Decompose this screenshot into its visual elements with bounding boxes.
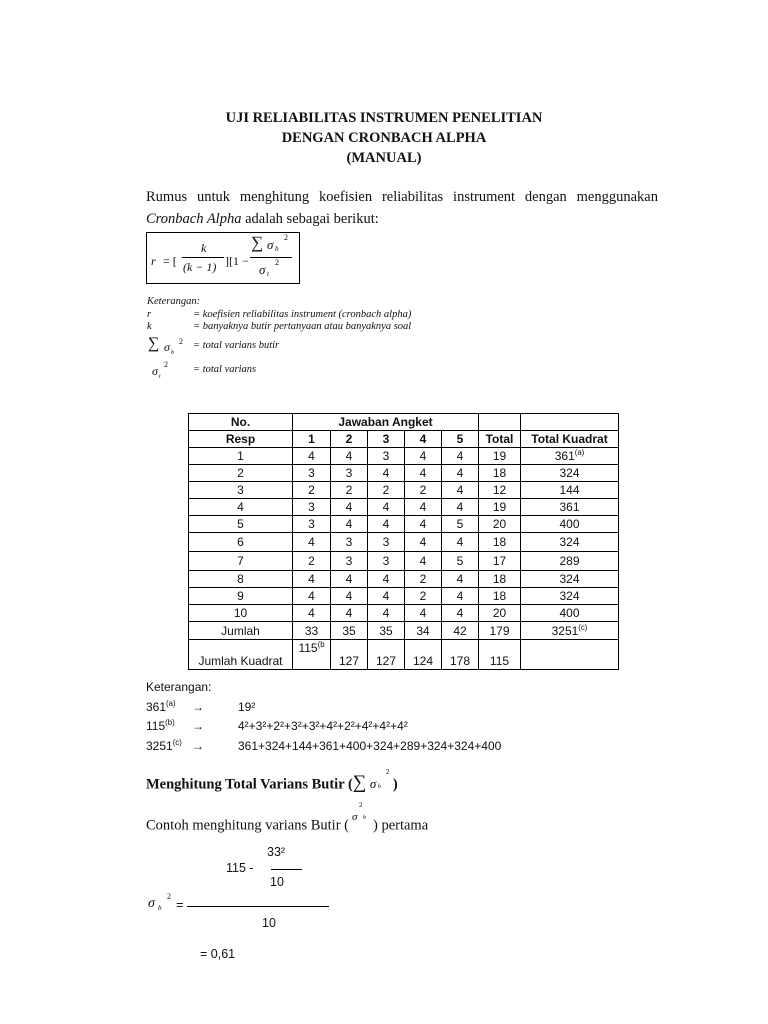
calc-num-sq: 33² xyxy=(267,845,286,859)
header-col: 4 xyxy=(405,431,442,448)
answer-cell: 3 xyxy=(331,465,368,482)
calc-num-den: 10 xyxy=(270,875,284,889)
table-row xyxy=(189,482,619,499)
answer-cell: 3 xyxy=(368,533,405,552)
calc-num-prefix: 115 - xyxy=(226,861,254,875)
answer-cell: 2 xyxy=(405,571,442,588)
total-cell: 19 xyxy=(479,499,521,516)
example-symbol: σ b 2 xyxy=(351,801,366,823)
answer-cell: 4 xyxy=(293,571,331,588)
intro-paragraph xyxy=(146,186,658,230)
arrow-icon: → xyxy=(192,699,204,714)
jumlah-cell: 34 xyxy=(405,622,442,640)
answer-cell: 2 xyxy=(405,588,442,605)
answer-cell: 2 xyxy=(293,482,331,499)
total-cell: 19 xyxy=(479,448,521,465)
resp-cell: 3 xyxy=(189,482,293,499)
answer-cell: 3 xyxy=(368,448,405,465)
answer-cell: 4 xyxy=(293,533,331,552)
document-title xyxy=(0,108,768,168)
header-blank xyxy=(479,414,521,431)
kuadrat-cell: 400 xyxy=(521,605,619,622)
header-col: 3 xyxy=(368,431,405,448)
notes-title: Keterangan: xyxy=(146,680,212,694)
kuadrat-cell: 324 xyxy=(521,571,619,588)
answer-cell: 4 xyxy=(331,605,368,622)
arrow-icon: → xyxy=(192,738,204,753)
answer-cell: 4 xyxy=(293,448,331,465)
answer-cell: 4 xyxy=(442,499,479,516)
kuadrat-cell: 324 xyxy=(521,533,619,552)
answer-cell: 4 xyxy=(331,516,368,533)
kuadrat-cell: 400 xyxy=(521,516,619,533)
jk-cell: 127 xyxy=(368,640,405,670)
jumlah-cell: 35 xyxy=(368,622,405,640)
total-cell: 20 xyxy=(479,605,521,622)
table-row xyxy=(189,605,619,622)
intro-text-after: adalah sebagai berikut: xyxy=(245,211,379,227)
formula-sigma-b: σ xyxy=(267,237,274,252)
resp-cell: 7 xyxy=(189,552,293,571)
total-cell: 18 xyxy=(479,465,521,482)
formula-mid: ][1 − xyxy=(225,254,249,268)
answer-cell: 4 xyxy=(368,571,405,588)
legend-key: r xyxy=(147,308,152,320)
notes-expr: 19² xyxy=(238,699,256,714)
answer-cell: 3 xyxy=(368,552,405,571)
legend-desc: = banyaknya butir pertanyaan atau banyaknya soal xyxy=(193,321,412,332)
legend-row-r xyxy=(147,309,411,322)
answer-cell: 4 xyxy=(331,448,368,465)
jumlah-cell: 42 xyxy=(442,622,479,640)
header-resp: Resp xyxy=(189,431,293,448)
legend-row-sum xyxy=(147,334,411,356)
intro-text-before: Rumus untuk menghitung koefisien reliabilitas instrument dengan menggunakan xyxy=(146,189,658,205)
calc-result: = 0,61 xyxy=(200,947,236,961)
jk-total: 115 xyxy=(479,640,521,670)
answer-cell: 2 xyxy=(293,552,331,571)
answer-cell: 4 xyxy=(331,588,368,605)
answer-cell: 4 xyxy=(442,533,479,552)
title-line-1: UJI RELIABILITAS INSTRUMEN PENELITIAN xyxy=(225,110,543,126)
arrow-icon: → xyxy=(192,719,204,733)
answer-cell: 4 xyxy=(405,605,442,622)
answer-cell: 4 xyxy=(293,605,331,622)
header-col: 5 xyxy=(442,431,479,448)
jumlah-kuadrat-row xyxy=(189,640,619,670)
answer-cell: 4 xyxy=(331,499,368,516)
resp-cell: 8 xyxy=(189,571,293,588)
kuadrat-cell: 144 xyxy=(521,482,619,499)
legend-sum-symbol: ∑ σ b 2 xyxy=(148,334,183,356)
legend-total-symbol: σ t 2 xyxy=(152,359,168,380)
answer-cell: 3 xyxy=(331,533,368,552)
example-line: Contoh menghitung varians Butir ( σ b 2 ) pertama xyxy=(146,801,429,834)
answer-cell: 2 xyxy=(368,482,405,499)
answer-cell: 4 xyxy=(405,499,442,516)
answer-cell: 4 xyxy=(442,605,479,622)
formula-k-den: (k − 1) xyxy=(183,260,217,274)
table-row xyxy=(189,588,619,605)
calc-inner-line xyxy=(271,869,302,870)
table-row xyxy=(189,499,619,516)
formula-eq: = [ xyxy=(163,254,177,268)
table-row xyxy=(189,448,619,465)
formula-r: r xyxy=(151,254,156,268)
answer-cell: 3 xyxy=(293,516,331,533)
calc-main-line xyxy=(187,906,329,907)
calc-den: 10 xyxy=(262,916,276,930)
legend-total-desc: = total varians xyxy=(193,364,257,376)
header-no: No. xyxy=(189,414,293,431)
total-cell: 18 xyxy=(479,533,521,552)
answer-cell: 2 xyxy=(331,482,368,499)
table-header-row-1 xyxy=(189,414,619,431)
answer-cell: 4 xyxy=(405,516,442,533)
resp-cell: 1 xyxy=(189,448,293,465)
legend-desc: = koefisien reliabilitas instrument (cronbach alpha) xyxy=(193,308,412,320)
answer-cell: 4 xyxy=(368,465,405,482)
kuadrat-cell: 361$^{(a)}$ xyxy=(521,448,619,465)
answer-cell: 4 xyxy=(368,499,405,516)
header-col: 1 xyxy=(293,431,331,448)
calc-lhs: σ b 2 = xyxy=(148,892,184,912)
answer-cell: 3 xyxy=(331,552,368,571)
total-cell: 20 xyxy=(479,516,521,533)
answer-cell: 4 xyxy=(442,448,479,465)
answer-cell: 5 xyxy=(442,552,479,571)
notes-row: 3251$^{(c)}$ → 361+324+144+361+400+324+289+324+324+400 xyxy=(146,737,501,757)
formula-sq-b: 2 xyxy=(284,233,288,242)
answer-cell: 4 xyxy=(442,571,479,588)
legend-sum-desc: = total varians butir xyxy=(193,340,280,352)
answer-cell: 4 xyxy=(368,588,405,605)
title-line-2: DENGAN CRONBACH ALPHA xyxy=(281,130,487,146)
calc-notes xyxy=(146,678,501,756)
table-row xyxy=(189,533,619,552)
answer-cell: 5 xyxy=(442,516,479,533)
notes-expr: 4²+3²+2²+3²+3²+4²+2²+4²+4²+4² xyxy=(238,719,408,733)
resp-cell: 5 xyxy=(189,516,293,533)
answer-cell: 4 xyxy=(405,533,442,552)
intro-italic: Cronbach Alpha xyxy=(146,211,242,227)
jumlah-kuadrat: 3251$^{(c)}$ xyxy=(521,622,619,640)
answer-cell: 4 xyxy=(405,552,442,571)
legend-row-total xyxy=(147,359,411,380)
jumlah-total: 179 xyxy=(479,622,521,640)
answer-cell: 4 xyxy=(405,465,442,482)
jk-blank xyxy=(521,640,619,670)
legend-row-k xyxy=(147,321,411,334)
answer-cell: 4 xyxy=(442,588,479,605)
header-blank xyxy=(521,414,619,431)
header-total: Total xyxy=(479,431,521,448)
kuadrat-cell: 324 xyxy=(521,588,619,605)
formula-sum: ∑ xyxy=(251,233,264,252)
jk-cell: 127 xyxy=(331,640,368,670)
kuadrat-cell: 361 xyxy=(521,499,619,516)
answer-cell: 4 xyxy=(442,465,479,482)
total-cell: 18 xyxy=(479,588,521,605)
answer-cell: 4 xyxy=(293,588,331,605)
header-jawaban: Jawaban Angket xyxy=(293,414,479,431)
notes-expr: 361+324+144+361+400+324+289+324+324+400 xyxy=(238,738,502,753)
formula-k-num: k xyxy=(201,241,207,255)
title-line-3: (MANUAL) xyxy=(346,150,422,166)
formula-frac-line-1 xyxy=(182,257,224,258)
formula-sub-b: b xyxy=(275,245,279,253)
cronbach-formula xyxy=(146,232,300,284)
resp-cell: 10 xyxy=(189,605,293,622)
answer-cell: 3 xyxy=(293,465,331,482)
table-row xyxy=(189,552,619,571)
answer-cell: 2 xyxy=(405,482,442,499)
jk-cell: 124 xyxy=(405,640,442,670)
questionnaire-table xyxy=(188,413,619,670)
formula-sub-t: t xyxy=(267,270,269,278)
total-cell: 18 xyxy=(479,571,521,588)
table-row xyxy=(189,465,619,482)
resp-cell: 4 xyxy=(189,499,293,516)
answer-cell: 3 xyxy=(293,499,331,516)
jk-first: 115$^{(b}$ xyxy=(293,640,331,670)
legend-title: Keterangan: xyxy=(147,296,201,307)
jumlah-cell: 33 xyxy=(293,622,331,640)
total-cell: 12 xyxy=(479,482,521,499)
section-heading: Menghitung Total Varians Butir ( ∑ σ b 2 ) xyxy=(146,768,398,793)
header-kuadrat: Total Kuadrat xyxy=(521,431,619,448)
formula-legend xyxy=(147,296,411,380)
legend-key: k xyxy=(147,321,152,332)
answer-cell: 4 xyxy=(405,448,442,465)
table-row xyxy=(189,571,619,588)
answer-cell: 4 xyxy=(331,571,368,588)
kuadrat-cell: 289 xyxy=(521,552,619,571)
notes-row: 115$^{(b)}$ → 4²+3²+2²+3²+3²+4²+2²+4²+4²+4² xyxy=(146,717,501,737)
table-header-row-2 xyxy=(189,431,619,448)
kuadrat-cell: 324 xyxy=(521,465,619,482)
formula-frac-line-2 xyxy=(250,257,292,258)
answer-cell: 4 xyxy=(442,482,479,499)
answer-cell: 4 xyxy=(368,605,405,622)
jk-label: Jumlah Kuadrat xyxy=(189,640,293,670)
table-row xyxy=(189,516,619,533)
jumlah-cell: 35 xyxy=(331,622,368,640)
formula-sigma-t: σ xyxy=(259,262,266,277)
formula-sq-t: 2 xyxy=(275,258,279,267)
notes-row: 361$^{(a)}$ → 19² xyxy=(146,698,501,718)
resp-cell: 2 xyxy=(189,465,293,482)
jumlah-label: Jumlah xyxy=(189,622,293,640)
total-cell: 17 xyxy=(479,552,521,571)
answer-cell: 4 xyxy=(368,516,405,533)
resp-cell: 6 xyxy=(189,533,293,552)
jumlah-row xyxy=(189,622,619,640)
jk-cell: 178 xyxy=(442,640,479,670)
resp-cell: 9 xyxy=(189,588,293,605)
header-col: 2 xyxy=(331,431,368,448)
heading-symbol: ∑ σ b 2 xyxy=(352,768,390,793)
